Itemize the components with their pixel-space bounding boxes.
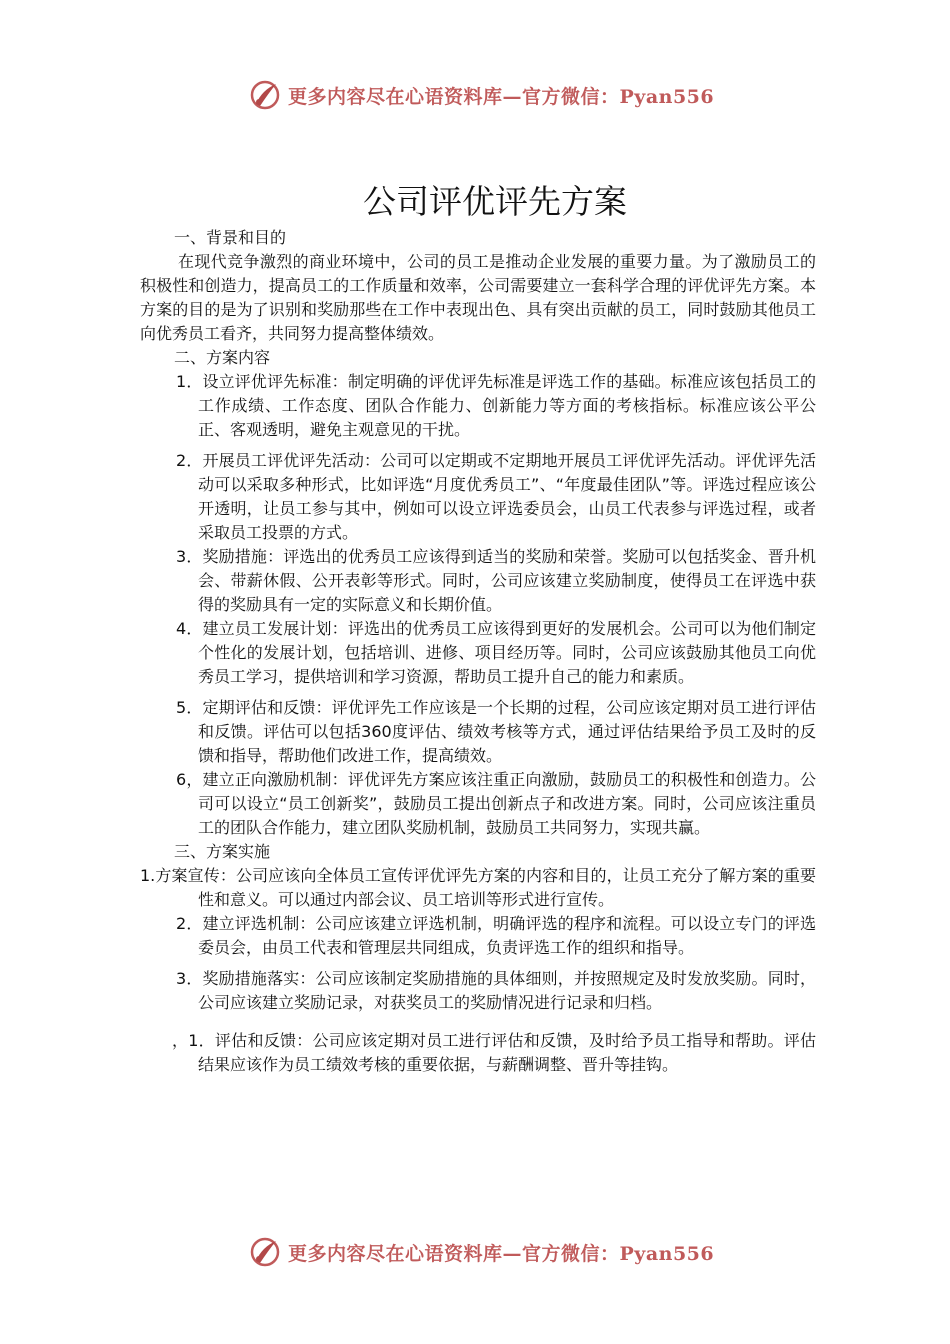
list-item: 2．建立评选机制：公司应该建立评选机制，明确评选的程序和流程。可以设立专门的评选委员会，由员工代表和管理层共同组成，负责评选工作的组织和指导。: [176, 914, 816, 957]
watermark-banner-bottom: [248, 1232, 768, 1272]
background-paragraph: 在现代竞争激烈的商业环境中，公司的员工是推动企业发展的重要力量。为了激励员工的积极性和创造力，提高员工的工作质量和效率，公司需要建立一套科学合理的评优评先方案。本方案的目的是为了识别和奖励那些在工作中表现出色、具有突出贡献的员工，同时鼓励其他员工向优秀员工看齐，共同努力提高整体绩效。: [140, 252, 816, 343]
watermark-text: 更多内容尽在心语资料库—官方微信：Pyan556: [288, 85, 715, 108]
list-item: 4．建立员工发展计划：评选出的优秀员工应该得到更好的发展机会。公司可以为他们制定个性化的发展计划，包括培训、进修、项目经历等。同时，公司应该鼓励其他员工向优秀员工学习，提供培训和学习资源，帮助员工提升自己的能力和素质。: [176, 619, 816, 686]
list-item: ，1．评估和反馈：公司应该定期对员工进行评估和反馈，及时给予员工指导和帮助。评估结果应该作为员工绩效考核的重要依据，与薪酬调整、晋升等挂钩。: [172, 1031, 816, 1074]
brush-logo-icon: [248, 1235, 282, 1269]
list-item: 3．奖励措施落实：公司应该制定奖励措施的具体细则，并按照规定及时发放奖励。同时，公司应该建立奖励记录，对获奖员工的奖励情况进行记录和归档。: [176, 969, 816, 1012]
list-item: 3．奖励措施：评选出的优秀员工应该得到适当的奖励和荣誉。奖励可以包括奖金、晋升机会、带薪休假、公开表彰等形式。同时，公司应该建立奖励制度，使得员工在评选中获得的奖励具有一定的实际意义和长期价值。: [176, 547, 816, 614]
section-heading: 三、方案实施: [174, 842, 271, 861]
list-item: 6，建立正向激励机制：评优评先方案应该注重正向激励，鼓励员工的积极性和创造力。公司可以设立“员工创新奖”，鼓励员工提出创新点子和改进方案。同时，公司应该注重员工的团队合作能力，建立团队奖励机制，鼓励员工共同努力，实现共赢。: [176, 770, 816, 837]
watermark-banner-top: [248, 75, 768, 115]
list-item: 1．设立评优评先标准：制定明确的评优评先标准是评选工作的基础。标准应该包括员工的工作成绩、工作态度、团队合作能力、创新能力等方面的考核指标。标准应该公平公正、客观透明，避免主观意见的干扰。: [176, 372, 816, 439]
document-body: [140, 226, 816, 1077]
section-heading: 一、背景和目的: [174, 228, 287, 247]
list-item: 5．定期评估和反馈：评优评先工作应该是一个长期的过程，公司应该定期对员工进行评估和反馈。评估可以包括360度评估、绩效考核等方式，通过评估结果给予员工及时的反馈和指导，帮助他们改进工作，提高绩效。: [176, 698, 816, 765]
document-title: 公司评优评先方案: [363, 182, 627, 221]
watermark-text: 更多内容尽在心语资料库—官方微信：Pyan556: [288, 1242, 715, 1265]
brush-logo-icon: [248, 78, 282, 112]
list-item: 1.方案宣传：公司应该向全体员工宣传评优评先方案的内容和目的，让员工充分了解方案的重要性和意义。可以通过内部会议、员工培训等形式进行宣传。: [140, 866, 816, 909]
section-heading: 二、方案内容: [174, 348, 271, 367]
list-item: 2．开展员工评优评先活动：公司可以定期或不定期地开展员工评优评先活动。评优评先活动可以采取多种形式，比如评选“月度优秀员工”、“年度最佳团队”等。评选过程应该公开透明，让员工参与其中，例如可以设立评选委员会，山员工代表参与评选过程，或者采取员工投票的方式。: [176, 451, 816, 542]
